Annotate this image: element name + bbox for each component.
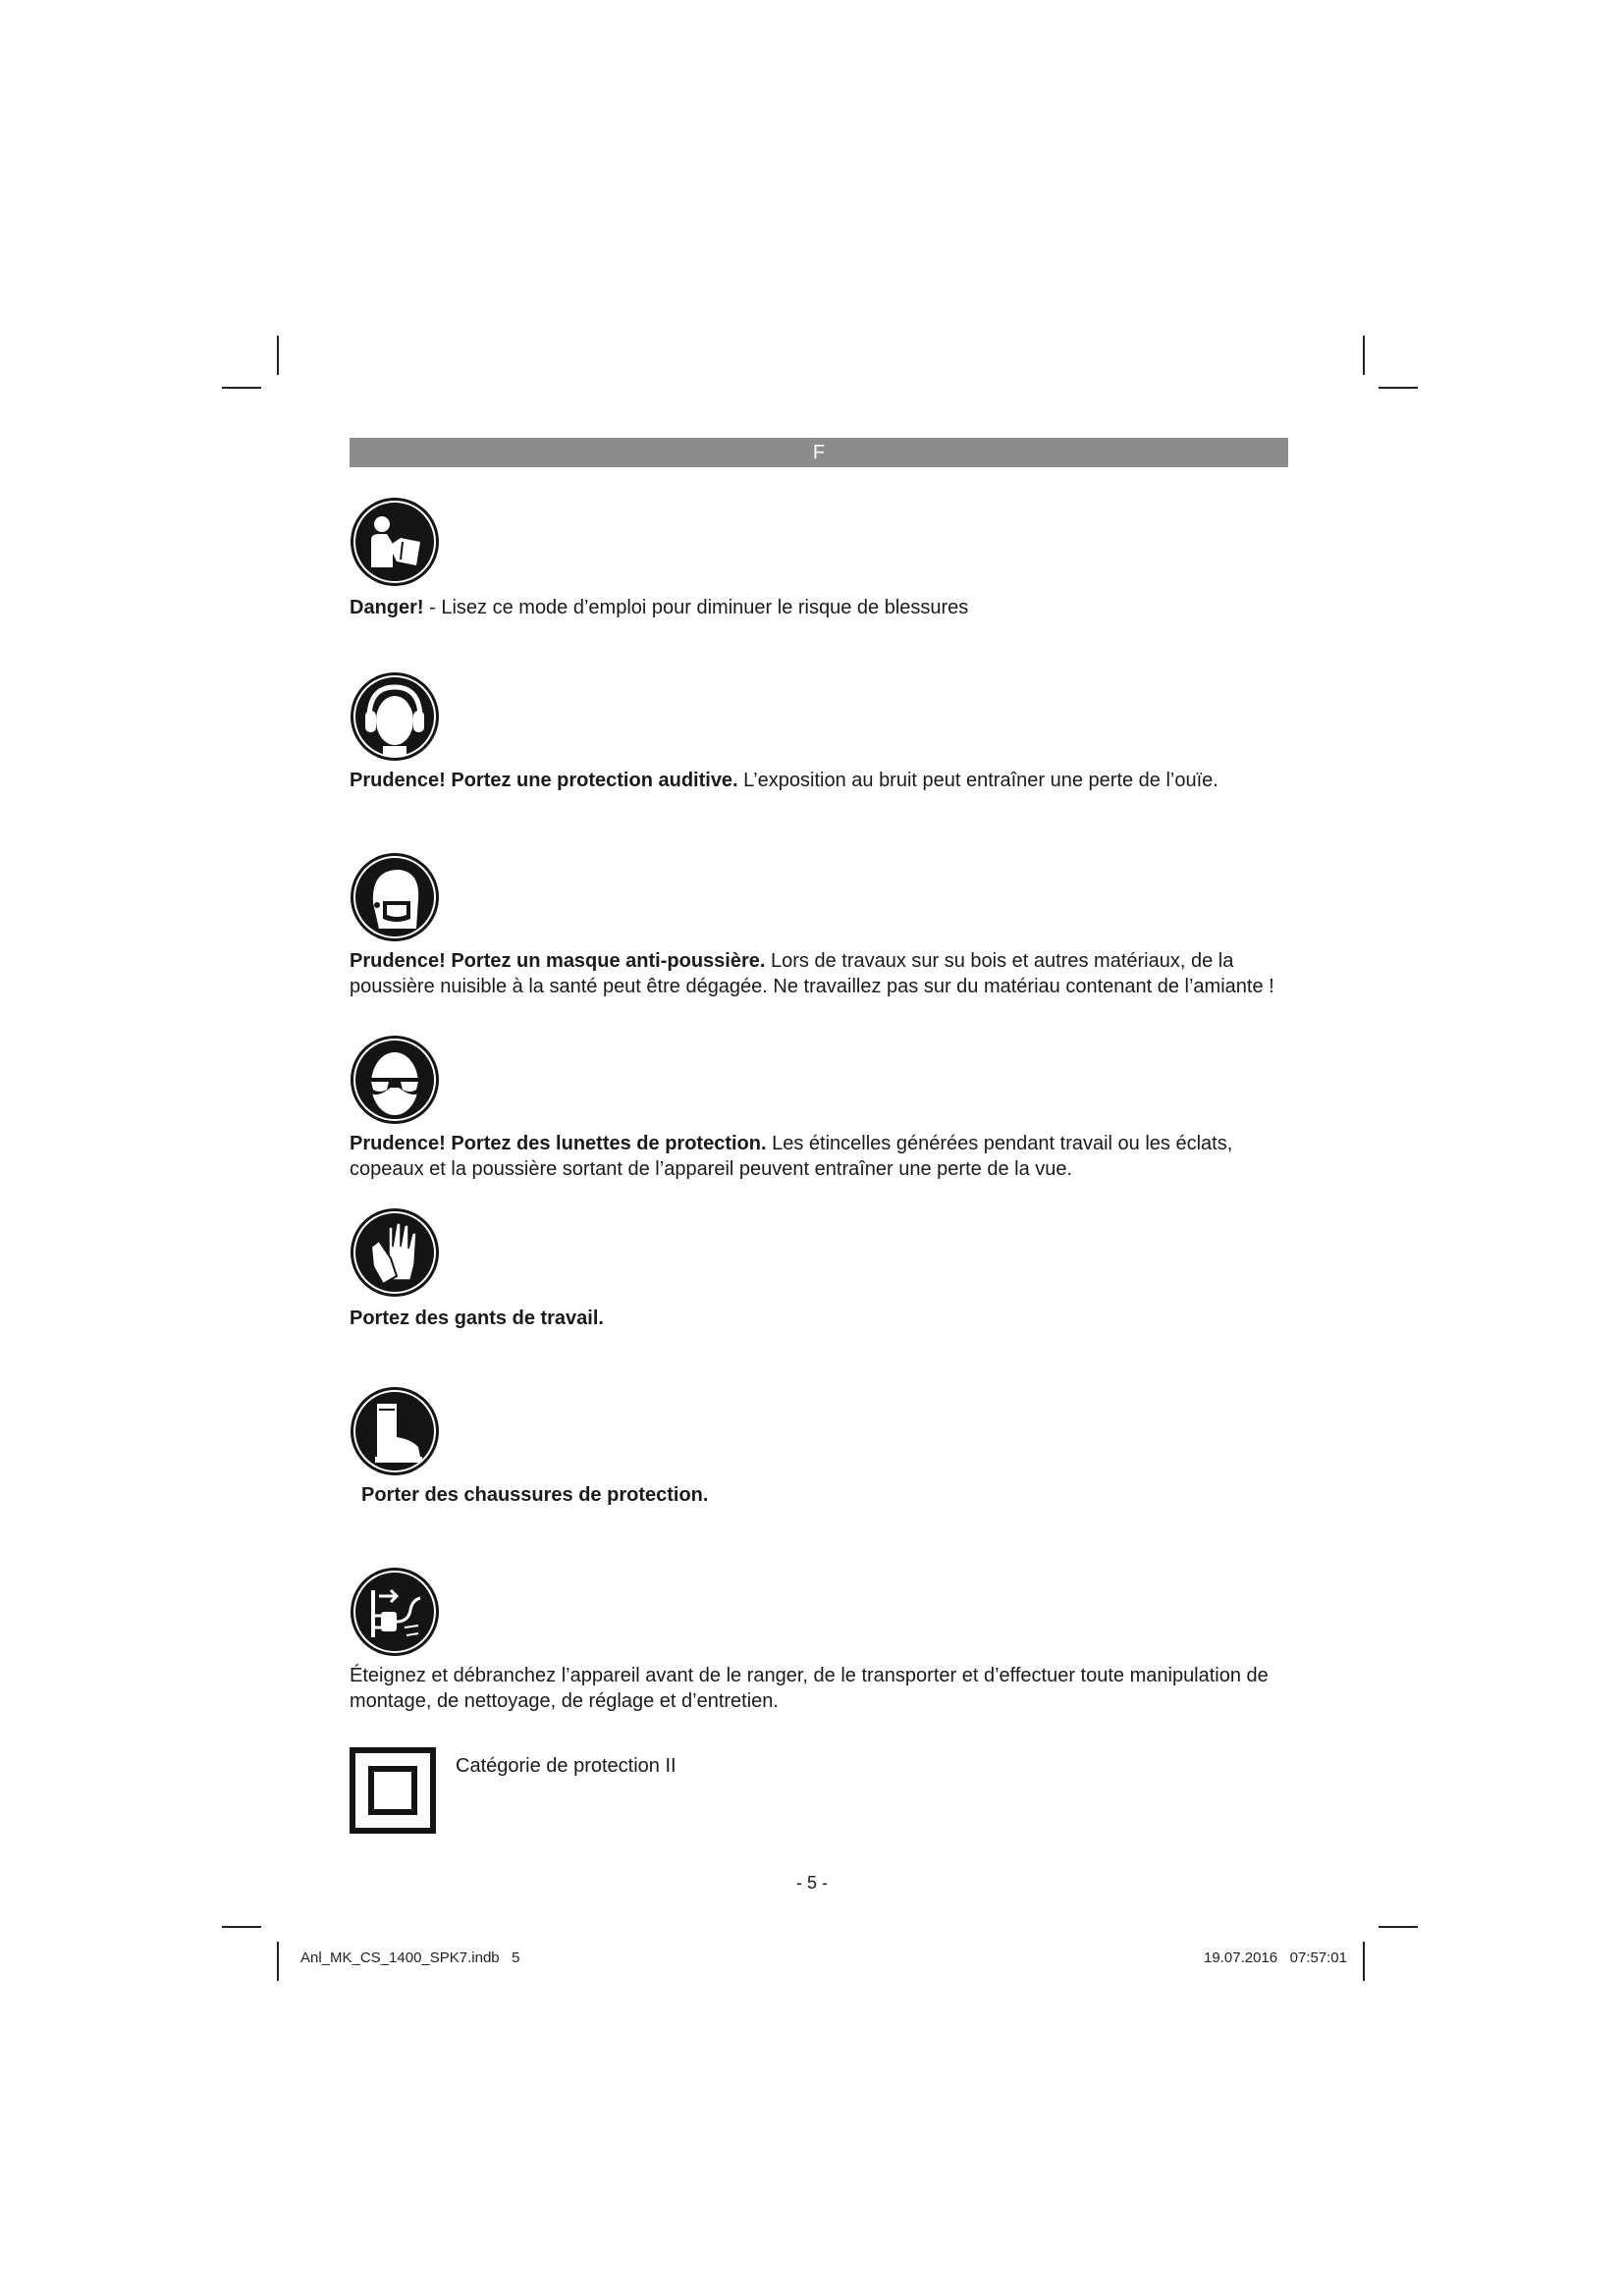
language-header-bar — [350, 438, 1288, 467]
protection-class-label: Catégorie de protection II — [456, 1755, 677, 1777]
unplug-icon — [350, 1567, 440, 1657]
safety-goggles-text: Prudence! Portez des lunettes de protection. Les étincelles générées pendant travail ou les éclats, copeaux et la poussière sortant de l’appareil peuvent entraîner une perte de la vue. — [350, 1133, 1233, 1180]
safety-boots-text: Porter des chaussures de protection. — [361, 1484, 709, 1506]
footer-timestamp: 19.07.2016 07:57:01 — [1204, 1949, 1347, 1966]
language-code: F — [812, 442, 826, 463]
unplug-text: Éteignez et débranchez l’appareil avant de le ranger, de le transporter et d’effectuer toute manipulation de montage, de nettoyage, de réglage et d’entretien. — [350, 1665, 1269, 1712]
crop-mark-bottom-right-h — [1379, 1926, 1418, 1928]
read-manual-icon — [350, 497, 440, 587]
work-gloves-text: Portez des gants de travail. — [350, 1308, 604, 1329]
safety-boots-icon — [350, 1386, 440, 1476]
crop-mark-top-right-h — [1379, 387, 1418, 389]
crop-mark-bottom-right — [1363, 1942, 1365, 1981]
hearing-protection-text: Prudence! Portez une protection auditive. L’exposition au bruit peut entraîner une perte de l’ouïe. — [350, 770, 1218, 791]
crop-mark-bottom-left — [277, 1942, 279, 1981]
protection-class-ii-icon — [350, 1747, 436, 1834]
work-gloves-icon — [350, 1207, 440, 1298]
danger-read-manual-text: Danger! - Lisez ce mode d’emploi pour diminuer le risque de blessures — [350, 597, 969, 618]
dust-mask-icon — [350, 852, 440, 942]
crop-mark-top-left-h — [222, 387, 261, 389]
safety-goggles-icon — [350, 1035, 440, 1125]
crop-mark-bottom-left-h — [222, 1926, 261, 1928]
crop-mark-top-left — [277, 336, 279, 375]
footer-file-name: Anl_MK_CS_1400_SPK7.indb 5 — [300, 1949, 520, 1966]
dust-mask-text: Prudence! Portez un masque anti-poussière. Lors de travaux sur su bois et autres matériaux, de la poussière nuisible à la santé peut être dégagée. Ne travaillez pas sur du matériau contenant de l’amiante ! — [350, 950, 1274, 997]
crop-mark-top-right — [1363, 336, 1365, 375]
page-number: - 5 - — [795, 1873, 828, 1893]
hearing-protection-icon — [350, 671, 440, 762]
